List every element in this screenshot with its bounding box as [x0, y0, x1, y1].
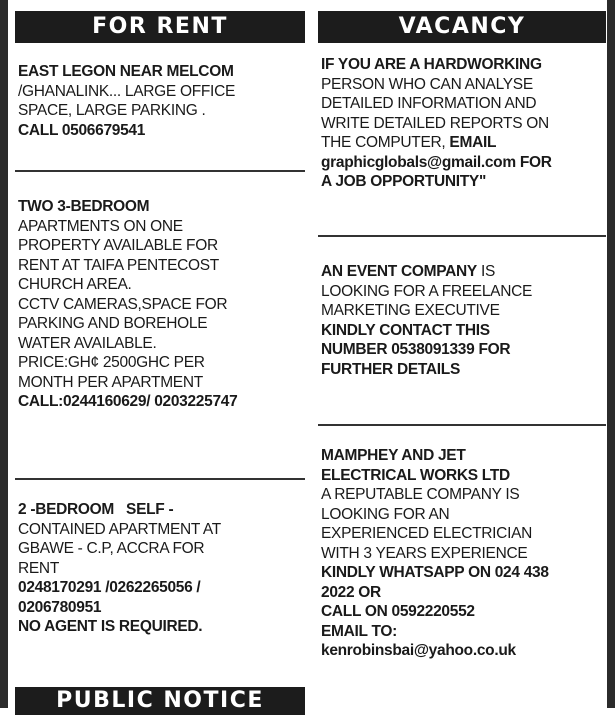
ad-line: KINDLY CONTACT THIS — [321, 321, 490, 339]
ad-line: LOOKING FOR A FREELANCE — [321, 282, 533, 300]
ad-line: ELECTRICAL WORKS LTD — [321, 466, 510, 484]
ad-line — [321, 133, 606, 153]
rent-ad-east-legon — [18, 62, 303, 140]
page-edge-left — [0, 0, 8, 708]
ad-line: KINDLY WHATSAPP ON 024 438 — [321, 564, 549, 581]
ad-line: DETAILED INFORMATION AND — [321, 95, 537, 112]
ad-body-line: RENT — [18, 559, 59, 577]
ad-line: 2022 OR — [321, 583, 381, 601]
ad-contact: CALL 0506679541 — [18, 121, 146, 139]
rent-ad-two-3-bedroom — [18, 197, 303, 412]
ad-body-line: MONTH PER APARTMENT — [18, 373, 203, 391]
ad-body-line: RENT AT TAIFA PENTECOST — [18, 256, 219, 274]
ad-line: A JOB OPPORTUNITY" — [321, 173, 487, 190]
ad-contact: 0248170291 /0262265056 / — [18, 579, 201, 596]
ad-contact: CALL:0244160629/ 0203225747 — [18, 393, 238, 410]
ad-body-line: PARKING AND BOREHOLE — [18, 315, 208, 332]
ad-body-line: PRICE:GH¢ 2500GHC PER — [18, 354, 205, 371]
vacancy-ad-hardworking — [321, 55, 606, 192]
ad-body-line: CHURCH AREA. — [18, 276, 132, 293]
ad-line: MARKETING EXECUTIVE — [321, 302, 500, 319]
divider — [318, 235, 606, 237]
ad-body-line: /GHANALINK... LARGE OFFICE — [18, 82, 235, 100]
ad-line: NUMBER 0538091339 FOR — [321, 341, 511, 358]
ad-contact: 0206780951 — [18, 598, 102, 616]
vacancy-header: VACANCY — [318, 11, 606, 43]
divider — [15, 170, 305, 172]
ad-line — [321, 262, 606, 282]
ad-body-line: GBAWE - C.P, ACCRA FOR — [18, 540, 205, 557]
ad-line: CALL ON 0592220552 — [321, 603, 475, 620]
ad-body-line: CCTV CAMERAS,SPACE FOR — [18, 295, 228, 313]
ad-line: A REPUTABLE COMPANY IS — [321, 486, 520, 503]
ad-body-line: PROPERTY AVAILABLE FOR — [18, 237, 218, 254]
ad-title: 2 -BEDROOM SELF - — [18, 501, 174, 518]
ad-line-email-label: EMAIL — [449, 134, 497, 151]
vacancy-ad-event-company — [321, 262, 606, 379]
ad-note: NO AGENT IS REQUIRED. — [18, 618, 203, 635]
page-edge-right — [607, 0, 615, 708]
ad-line: MAMPHEY AND JET — [321, 447, 466, 464]
ad-body-line: SPACE, LARGE PARKING . — [18, 102, 206, 119]
ad-line: PERSON WHO CAN ANALYSE — [321, 75, 533, 93]
ad-email: graphicglobals@gmail.com FOR — [321, 153, 552, 171]
ad-title: TWO 3-BEDROOM — [18, 198, 150, 215]
rent-ad-2-bedroom — [18, 500, 303, 637]
ad-line-text: THE COMPUTER, — [321, 134, 450, 151]
ad-line: EMAIL TO: — [321, 622, 397, 640]
ad-line: IF YOU ARE A HARDWORKING — [321, 56, 542, 73]
vacancy-ad-mamphey — [321, 446, 606, 661]
ad-title: EAST LEGON NEAR MELCOM — [18, 63, 234, 80]
divider — [15, 478, 305, 480]
divider — [318, 424, 606, 426]
ad-body-line: APARTMENTS ON ONE — [18, 217, 183, 235]
ad-line: FURTHER DETAILS — [321, 360, 461, 378]
ad-body-line: WATER AVAILABLE. — [18, 334, 157, 352]
ad-line: WITH 3 YEARS EXPERIENCE — [321, 544, 528, 562]
ad-body-line: CONTAINED APARTMENT AT — [18, 520, 221, 538]
ad-line: LOOKING FOR AN — [321, 505, 450, 523]
public-notice-header: PUBLIC NOTICE — [15, 687, 305, 715]
ad-email: kenrobinsbai@yahoo.co.uk — [321, 642, 516, 659]
ad-line-tail: IS — [476, 263, 496, 280]
ad-line: WRITE DETAILED REPORTS ON — [321, 114, 549, 132]
ad-line: EXPERIENCED ELECTRICIAN — [321, 525, 533, 542]
ad-company-name: AN EVENT COMPANY — [321, 263, 477, 280]
for-rent-header: FOR RENT — [15, 11, 305, 43]
